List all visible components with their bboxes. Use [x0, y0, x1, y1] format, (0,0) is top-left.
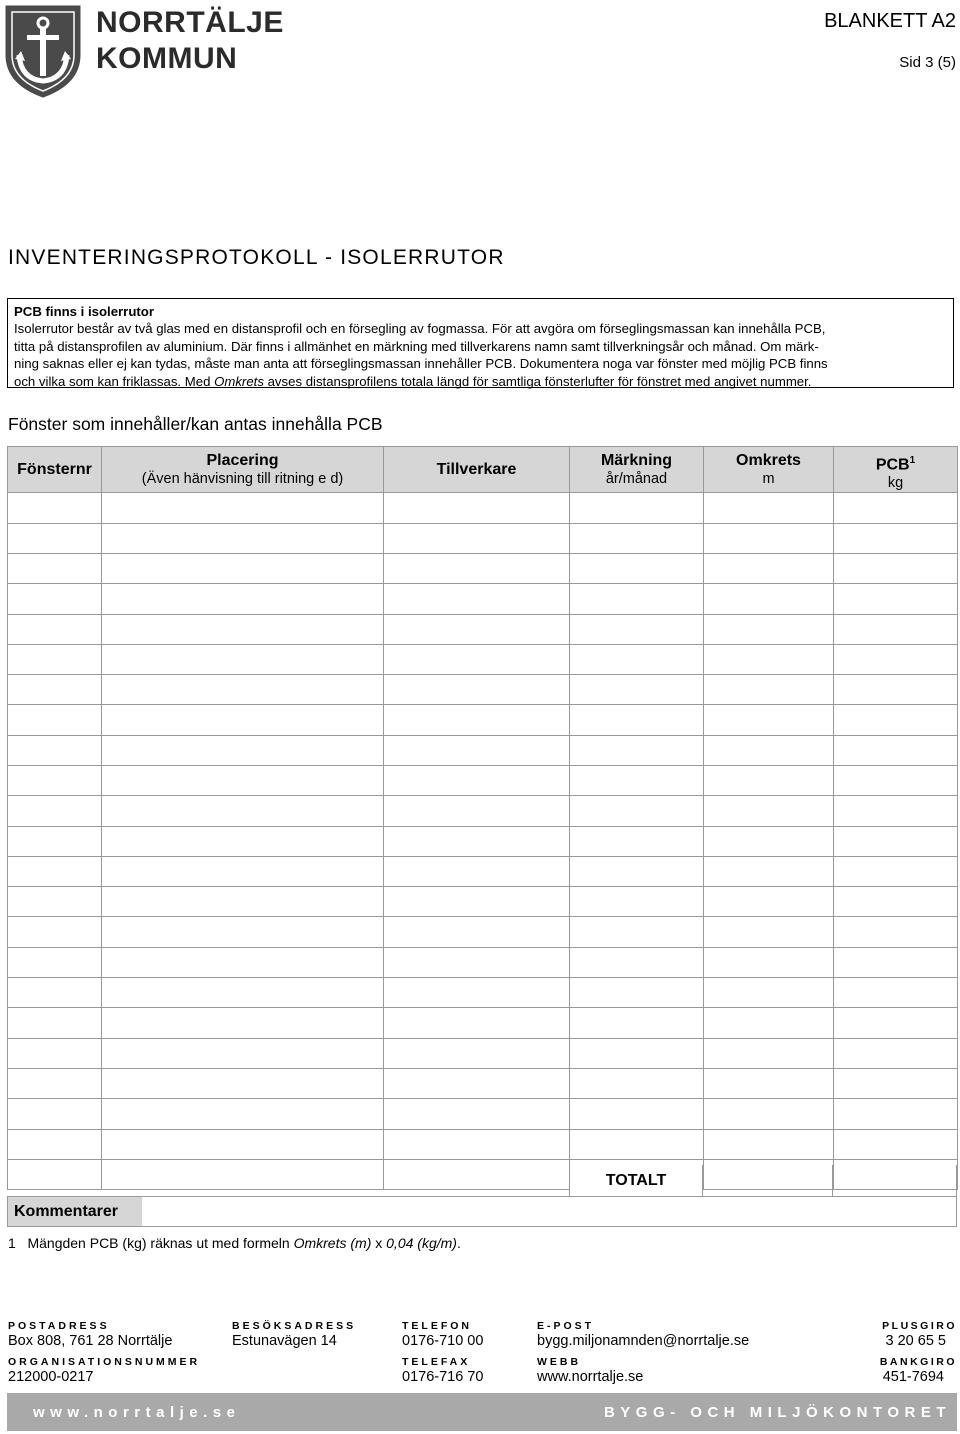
info-heading: PCB finns i isolerrutor: [14, 304, 154, 319]
table-cell[interactable]: [102, 796, 384, 826]
table-cell[interactable]: [570, 523, 704, 553]
table-cell[interactable]: [570, 1129, 704, 1159]
table-cell[interactable]: [384, 887, 570, 917]
table-cell[interactable]: [570, 1099, 704, 1129]
table-cell[interactable]: [102, 887, 384, 917]
table-row: [8, 614, 958, 644]
info-line: titta på distansprofilen av aluminium. Där finns i allmänhet en märkning med tillverkarens namn samt tillverkningsår och månad. Om märk-: [14, 338, 819, 354]
bankgiro-label: BANKGIRO: [879, 1356, 957, 1368]
table-cell[interactable]: [834, 1068, 958, 1098]
table-cell[interactable]: [8, 947, 102, 977]
plusgiro: 3 20 65 5: [885, 1333, 946, 1349]
table-cell[interactable]: [834, 584, 958, 614]
table-cell[interactable]: [704, 675, 834, 705]
col-header-fonsternr: Fönsternr: [8, 447, 102, 493]
info-line: Isolerrutor består av två glas med en distansprofil och en försegling av fogmassa. För att avgöra om förseglingsmassan kan innehålla PCB,: [14, 321, 826, 337]
table-cell[interactable]: [8, 523, 102, 553]
pcb-info-box: [7, 298, 954, 388]
table-cell[interactable]: [704, 856, 834, 886]
table-cell[interactable]: [8, 766, 102, 796]
table-row: [8, 644, 958, 674]
table-cell[interactable]: [8, 1099, 102, 1129]
table-cell[interactable]: [834, 766, 958, 796]
table-cell[interactable]: [8, 917, 102, 947]
besoksadress: Estunavägen 14: [232, 1333, 337, 1349]
table-cell[interactable]: [704, 887, 834, 917]
table-cell[interactable]: [102, 584, 384, 614]
table-cell[interactable]: [8, 1129, 102, 1159]
table-cell[interactable]: [834, 523, 958, 553]
table-cell[interactable]: [834, 826, 958, 856]
table-cell[interactable]: [384, 766, 570, 796]
table-cell[interactable]: [8, 856, 102, 886]
table-cell[interactable]: [704, 493, 834, 523]
table-cell[interactable]: [384, 978, 570, 1008]
table-cell[interactable]: [8, 887, 102, 917]
table-row: [8, 584, 958, 614]
table-cell[interactable]: [8, 675, 102, 705]
total-label: TOTALT: [569, 1165, 703, 1197]
table-row: [8, 826, 958, 856]
table-cell[interactable]: [384, 796, 570, 826]
footer-website[interactable]: www.norrtalje.se: [33, 1404, 241, 1421]
table-cell[interactable]: [704, 1008, 834, 1038]
table-row: [8, 856, 958, 886]
table-cell[interactable]: [8, 796, 102, 826]
table-cell[interactable]: [570, 614, 704, 644]
table-cell[interactable]: [102, 947, 384, 977]
table-cell[interactable]: [102, 1159, 384, 1189]
table-cell[interactable]: [384, 705, 570, 735]
table-row: [8, 796, 958, 826]
col-header-placering: Placering (Även hänvisning till ritning e d): [102, 447, 384, 493]
table-cell[interactable]: [834, 947, 958, 977]
table-cell[interactable]: [8, 705, 102, 735]
table-cell[interactable]: [384, 1159, 570, 1189]
table-cell[interactable]: [834, 644, 958, 674]
table-cell[interactable]: [570, 735, 704, 765]
footnote: 1 Mängden PCB (kg) räknas ut med formeln Omkrets (m) x 0,04 (kg/m).: [8, 1235, 461, 1251]
table-row: [8, 947, 958, 977]
form-id: BLANKETT A2: [824, 10, 956, 32]
table-cell[interactable]: [834, 917, 958, 947]
table-row: [8, 887, 958, 917]
table-row: [8, 1129, 958, 1159]
table-cell[interactable]: [102, 766, 384, 796]
table-cell[interactable]: [570, 766, 704, 796]
telefax: 0176-716 70: [402, 1369, 484, 1385]
table-row: [8, 1068, 958, 1098]
table-cell[interactable]: [570, 826, 704, 856]
logo-text-norrtalje: NORRTÄLJE: [96, 6, 284, 39]
table-cell[interactable]: [570, 553, 704, 583]
table-cell[interactable]: [102, 644, 384, 674]
table-cell[interactable]: [384, 856, 570, 886]
table-cell[interactable]: [704, 523, 834, 553]
logo-text-kommun: KOMMUN: [96, 42, 238, 75]
table-cell[interactable]: [704, 1068, 834, 1098]
table-cell[interactable]: [704, 735, 834, 765]
telefon: 0176-710 00: [402, 1333, 484, 1349]
table-cell[interactable]: [570, 917, 704, 947]
table-cell[interactable]: [8, 584, 102, 614]
table-cell[interactable]: [570, 796, 704, 826]
orgnr-label: ORGANISATIONSNUMMER: [8, 1356, 201, 1368]
table-cell[interactable]: [102, 614, 384, 644]
table-cell[interactable]: [704, 947, 834, 977]
col-header-pcb: PCB$^1$ kg: [834, 447, 958, 493]
page-number: Sid 3 (5): [899, 54, 956, 71]
table-row: [8, 523, 958, 553]
table-cell[interactable]: [8, 553, 102, 583]
table-row: [8, 493, 958, 523]
table-row: [8, 1038, 958, 1068]
table-cell[interactable]: [834, 1038, 958, 1068]
col-header-omkrets: Omkrets m: [704, 447, 834, 493]
page-title: INVENTERINGSPROTOKOLL - ISOLERRUTOR: [8, 246, 505, 269]
table-cell[interactable]: [704, 1129, 834, 1159]
table-cell[interactable]: [834, 614, 958, 644]
footer-bar: [7, 1393, 957, 1431]
table-row: [8, 705, 958, 735]
table-cell[interactable]: [384, 826, 570, 856]
table-cell[interactable]: [384, 1129, 570, 1159]
table-cell[interactable]: [8, 826, 102, 856]
table-cell[interactable]: [570, 1068, 704, 1098]
table-cell[interactable]: [704, 553, 834, 583]
table-cell[interactable]: [570, 493, 704, 523]
table-cell[interactable]: [834, 705, 958, 735]
table-cell[interactable]: [102, 1038, 384, 1068]
table-cell[interactable]: [384, 644, 570, 674]
section-title: Fönster som innehåller/kan antas innehålla PCB: [8, 414, 383, 434]
total-row: [569, 1165, 957, 1197]
table-cell[interactable]: [704, 644, 834, 674]
table-cell[interactable]: [834, 553, 958, 583]
table-cell[interactable]: [384, 947, 570, 977]
table-cell[interactable]: [834, 796, 958, 826]
table-cell[interactable]: [384, 1008, 570, 1038]
postadress: Box 808, 761 28 Norrtälje: [8, 1333, 173, 1349]
total-pcb-cell[interactable]: [833, 1165, 957, 1197]
info-line: ning saknas eller ej kan tydas, måste man anta att förseglingsmassan innehåller PCB. Dokumentera noga var fönster med möjlig PCB finns: [14, 356, 828, 372]
table-cell[interactable]: [384, 553, 570, 583]
table-cell[interactable]: [102, 523, 384, 553]
table-cell[interactable]: [384, 735, 570, 765]
table-cell[interactable]: [704, 978, 834, 1008]
plusgiro-label: PLUSGIRO: [882, 1320, 957, 1332]
table-cell[interactable]: [8, 1038, 102, 1068]
table-row: [8, 735, 958, 765]
telefax-label: TELEFAX: [402, 1356, 471, 1368]
table-cell[interactable]: [8, 1159, 102, 1189]
besoksadress-label: BESÖKSADRESS: [232, 1320, 357, 1332]
total-omkrets-cell[interactable]: [703, 1165, 833, 1197]
table-cell[interactable]: [102, 1068, 384, 1098]
table-cell[interactable]: [834, 735, 958, 765]
table-cell[interactable]: [8, 1068, 102, 1098]
table-cell[interactable]: [8, 493, 102, 523]
table-cell[interactable]: [704, 917, 834, 947]
table-cell[interactable]: [102, 1008, 384, 1038]
table-cell[interactable]: [704, 705, 834, 735]
epost-label: E-POST: [537, 1320, 595, 1332]
comments-label: Kommentarer: [8, 1197, 142, 1226]
table-cell[interactable]: [8, 644, 102, 674]
table-cell[interactable]: [102, 553, 384, 583]
table-row: [8, 766, 958, 796]
table-row: [8, 1008, 958, 1038]
epost-link[interactable]: bygg.miljonamnden@norrtalje.se: [537, 1333, 750, 1349]
table-cell[interactable]: [570, 705, 704, 735]
table-cell[interactable]: [570, 644, 704, 674]
table-cell[interactable]: [834, 1129, 958, 1159]
table-cell[interactable]: [704, 584, 834, 614]
table-row: [8, 917, 958, 947]
windows-table: [7, 446, 958, 1190]
table-cell[interactable]: [8, 614, 102, 644]
table-cell[interactable]: [102, 675, 384, 705]
table-cell[interactable]: [8, 978, 102, 1008]
info-line-4: och vilka som kan friklassas. Med Omkrets avses distansprofilens totala längd för samtliga fönsterlufter för fönstret med angivet nummer.: [14, 373, 812, 389]
table-cell[interactable]: [384, 584, 570, 614]
table-cell[interactable]: [102, 493, 384, 523]
table-cell[interactable]: [102, 826, 384, 856]
postadress-label: POSTADRESS: [8, 1320, 110, 1332]
webb-link[interactable]: www.norrtalje.se: [537, 1369, 644, 1385]
table-cell[interactable]: [384, 523, 570, 553]
footer-department: BYGG- OCH MILJÖKONTORET: [603, 1404, 951, 1421]
table-row: [8, 675, 958, 705]
table-cell[interactable]: [834, 887, 958, 917]
orgnr: 212000-0217: [8, 1369, 94, 1385]
table-cell[interactable]: [102, 1129, 384, 1159]
table-cell[interactable]: [570, 887, 704, 917]
telefon-label: TELEFON: [402, 1320, 472, 1332]
table-cell[interactable]: [102, 978, 384, 1008]
table-cell[interactable]: [834, 493, 958, 523]
table-cell[interactable]: [102, 705, 384, 735]
table-cell[interactable]: [384, 614, 570, 644]
table-cell[interactable]: [8, 735, 102, 765]
table-cell[interactable]: [834, 1008, 958, 1038]
table-cell[interactable]: [704, 1038, 834, 1068]
table-cell[interactable]: [570, 584, 704, 614]
table-cell[interactable]: [834, 978, 958, 1008]
table-cell[interactable]: [704, 826, 834, 856]
table-cell[interactable]: [384, 917, 570, 947]
table-cell[interactable]: [834, 856, 958, 886]
col-header-tillverkare: Tillverkare: [384, 447, 570, 493]
table-cell[interactable]: [570, 856, 704, 886]
table-cell[interactable]: [570, 1038, 704, 1068]
table-cell[interactable]: [834, 675, 958, 705]
table-cell[interactable]: [570, 1008, 704, 1038]
table-cell[interactable]: [102, 917, 384, 947]
table-row: [8, 553, 958, 583]
table-cell[interactable]: [384, 1038, 570, 1068]
table-cell[interactable]: [834, 1099, 958, 1129]
table-cell[interactable]: [570, 675, 704, 705]
table-cell[interactable]: [704, 766, 834, 796]
bankgiro: 451-7694: [882, 1369, 944, 1385]
table-cell[interactable]: [570, 978, 704, 1008]
table-cell[interactable]: [704, 796, 834, 826]
table-cell[interactable]: [102, 1099, 384, 1129]
table-cell[interactable]: [384, 1099, 570, 1129]
municipality-crest-logo: [3, 3, 83, 99]
table-cell[interactable]: [704, 614, 834, 644]
table-cell[interactable]: [384, 1068, 570, 1098]
table-cell[interactable]: [384, 675, 570, 705]
webb-label: WEBB: [537, 1356, 582, 1368]
table-cell[interactable]: [8, 1008, 102, 1038]
col-header-markning: Märkning år/månad: [570, 447, 704, 493]
table-row: [8, 1099, 958, 1129]
table-cell[interactable]: [570, 947, 704, 977]
table-cell[interactable]: [704, 1099, 834, 1129]
table-cell[interactable]: [102, 856, 384, 886]
table-cell[interactable]: [102, 735, 384, 765]
comments-field[interactable]: [7, 1196, 957, 1227]
table-cell[interactable]: [384, 493, 570, 523]
table-row: [8, 978, 958, 1008]
